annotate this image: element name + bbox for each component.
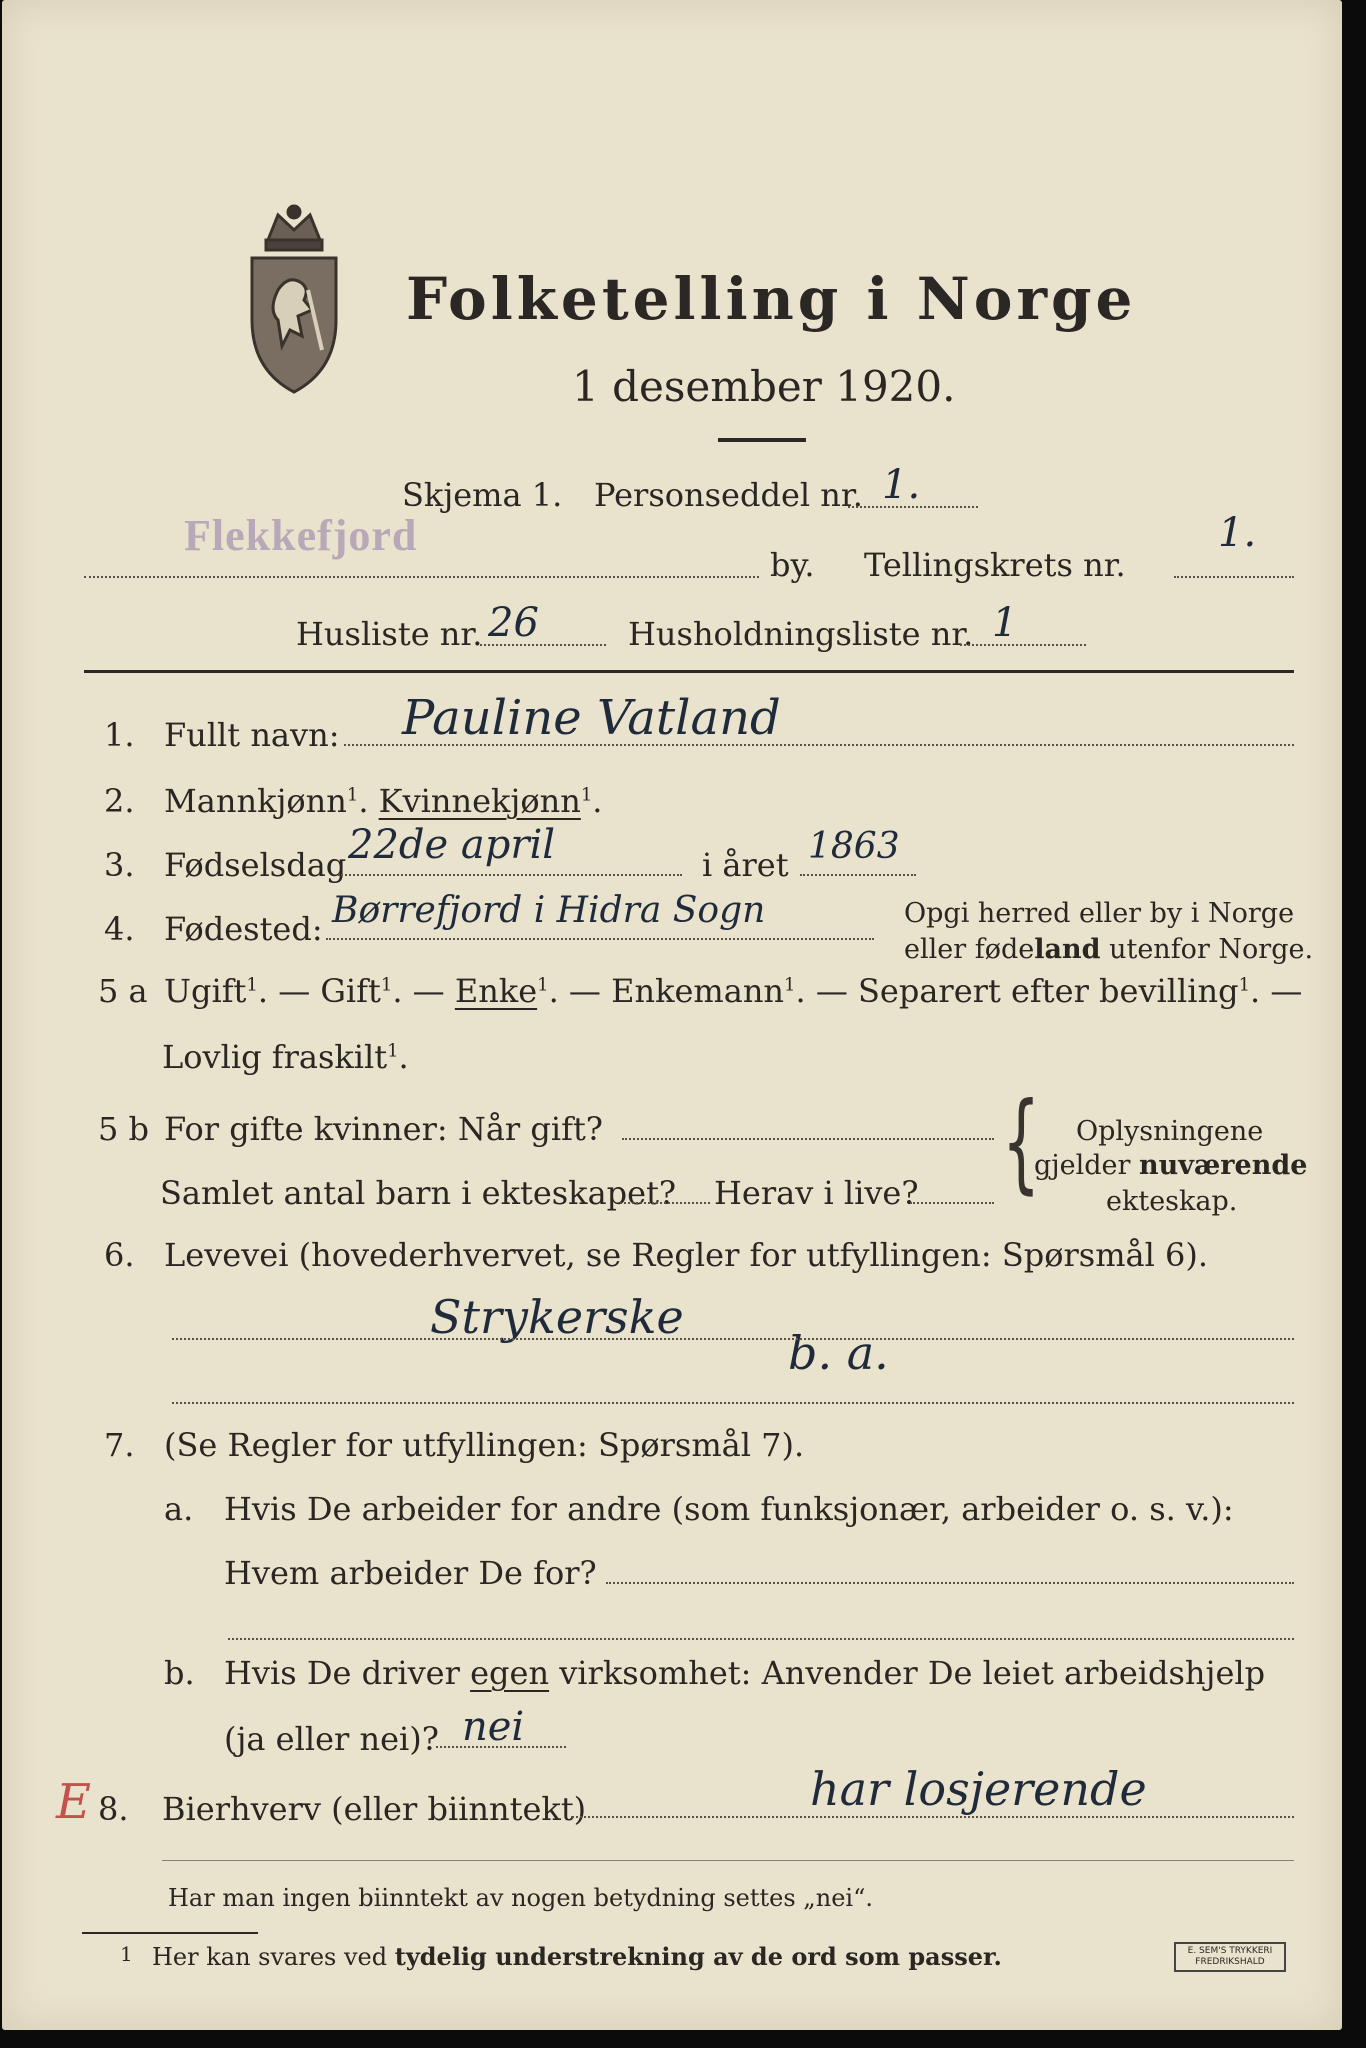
q5b-herav-line [910,1202,994,1204]
city-line [84,576,759,578]
q7b-question: (ja eller nei)? [224,1720,439,1758]
q5b-note-line2: gjelder nuværende [1034,1150,1308,1181]
side-income-value[interactable]: har losjerende [810,1762,1147,1816]
q7a-line2 [228,1638,1294,1640]
personseddel-label: Personseddel nr. [594,476,863,514]
tellingskrets-label: Tellingskrets nr. [864,546,1126,584]
birthplace-value[interactable]: Børrefjord i Hidra Sogn [332,890,766,931]
q1-number: 1. [104,716,135,754]
q5a-options-line2: Lovlig fraskilt$^1$. [162,1038,409,1076]
q5b-samlet-label: Samlet antal barn i ekteskapet? [160,1174,677,1212]
q7b-label: Hvis De driver egen virksomhet: Anvender De leiet arbeidshjelp [224,1654,1266,1692]
header-divider [84,670,1294,673]
option-gift[interactable]: Gift [320,972,381,1010]
q6-number: 6. [104,1236,135,1274]
printer-mark: E. SEM'S TRYKKERI FREDRIKSHALD [1174,1942,1286,1972]
q8-label: Bierhverv (eller biinntekt) [162,1790,587,1828]
q6-line1 [172,1338,1294,1340]
option-lovlig-fraskilt[interactable]: Lovlig fraskilt [162,1038,388,1076]
q4-number: 4. [104,910,135,948]
q3-number: 3. [104,846,135,884]
q8-number: 8. [98,1790,129,1828]
option-enke[interactable]: Enke [454,972,538,1010]
option-kvinnekjonn[interactable]: Kvinnekjønn [378,782,581,820]
q5b-number: 5 b [98,1110,150,1148]
q7-number: 7. [104,1426,135,1464]
form-date: 1 desember 1920. [572,362,956,411]
footnote-ref: 1 [580,784,593,806]
form-title: Folketelling i Norge [406,265,1137,333]
coat-of-arms-icon [238,200,350,400]
title-divider [718,438,806,442]
q4-note-line1: Opgi herred eller by i Norge [904,898,1295,929]
q3-label: Fødselsdag [164,846,347,884]
q7b-letter: b. [164,1654,195,1692]
q2-options [164,782,602,820]
footer-note: Har man ingen biinntekt av nogen betydning settes „nei“. [168,1884,873,1912]
q6-line2 [172,1402,1294,1404]
q5b-married-line [622,1138,994,1140]
footnote-text: Her kan svares ved tydelig understrekning av de ord som passer. [152,1942,1002,1971]
q7a-line1 [606,1582,1294,1584]
q2-number: 2. [104,782,135,820]
q7a-label: Hvis De arbeider for andre (som funksjonær, arbeider o. s. v.): [224,1490,1234,1528]
q5b-herav-label: Herav i live? [714,1174,919,1212]
full-name-value[interactable]: Pauline Vatland [402,690,781,746]
q3-year-label: i året [702,846,789,884]
q7a-hvem-label: Hvem arbeider De for? [224,1554,597,1592]
brace-icon: { [1002,1080,1041,1206]
footnote-ref: 1 [346,784,359,806]
red-margin-mark: E [56,1774,92,1830]
birth-year-value[interactable]: 1863 [808,826,900,867]
q5b-note-line1: Oplysningene [1076,1116,1264,1147]
tellingskrets-value[interactable]: 1. [1218,510,1257,556]
q7-label: (Se Regler for utfyllingen: Spørsmål 7). [164,1426,805,1464]
option-separert[interactable]: Separert efter bevilling [858,972,1239,1010]
q4-line [326,938,874,940]
q1-label: Fullt navn: [164,716,340,754]
q4-note-line2: eller fødeland utenfor Norge. [904,934,1314,965]
q3-line [338,874,682,876]
q8-line [572,1816,1294,1818]
husholdningsliste-label: Husholdningsliste nr. [628,615,974,653]
q5a-options: Ugift$^1$. — Gift$^1$. — Enke$^1$. — Enkemann$^1$. — Separert efter bevilling$^1$. — [164,972,1303,1010]
by-label: by. [770,546,815,584]
husliste-label: Husliste nr. [296,615,483,653]
q7b-value[interactable]: nei [462,1704,525,1750]
birthday-value[interactable]: 22de april [348,822,556,868]
q5b-samlet-line [620,1202,710,1204]
husliste-value[interactable]: 26 [488,600,539,646]
occupation-value[interactable]: Strykerske [430,1290,684,1344]
skjema-label: Skjema 1. [402,476,563,514]
census-form [2,0,1342,2030]
husholdningsliste-value[interactable]: 1 [992,600,1018,646]
q3-year-line [800,874,916,876]
separator: . [358,782,369,820]
occupation-extra[interactable]: b. a. [788,1326,889,1380]
city-stamp: Flekkefjord [184,511,418,560]
tellingskrets-line [1174,576,1294,578]
footnote-number: 1 [120,1942,133,1966]
q7a-letter: a. [164,1490,194,1528]
q6-label: Levevei (hovederhvervet, se Regler for utfyllingen: Spørsmål 6). [164,1236,1209,1274]
q4-label: Fødested: [164,910,323,948]
footer-divider [162,1860,1294,1861]
husholdningsliste-line [960,644,1086,646]
q5b-label: For gifte kvinner: Når gift? [164,1110,603,1148]
option-ugift[interactable]: Ugift [164,972,247,1010]
personseddel-value[interactable]: 1. [882,462,921,508]
option-mannkjonn[interactable]: Mannkjønn [164,782,347,820]
q5a-number: 5 a [98,972,148,1010]
q5b-note-line3: ekteskap. [1106,1186,1238,1217]
option-enkemann[interactable]: Enkemann [611,972,785,1010]
footnote-divider [82,1932,258,1934]
separator: . [592,782,603,820]
